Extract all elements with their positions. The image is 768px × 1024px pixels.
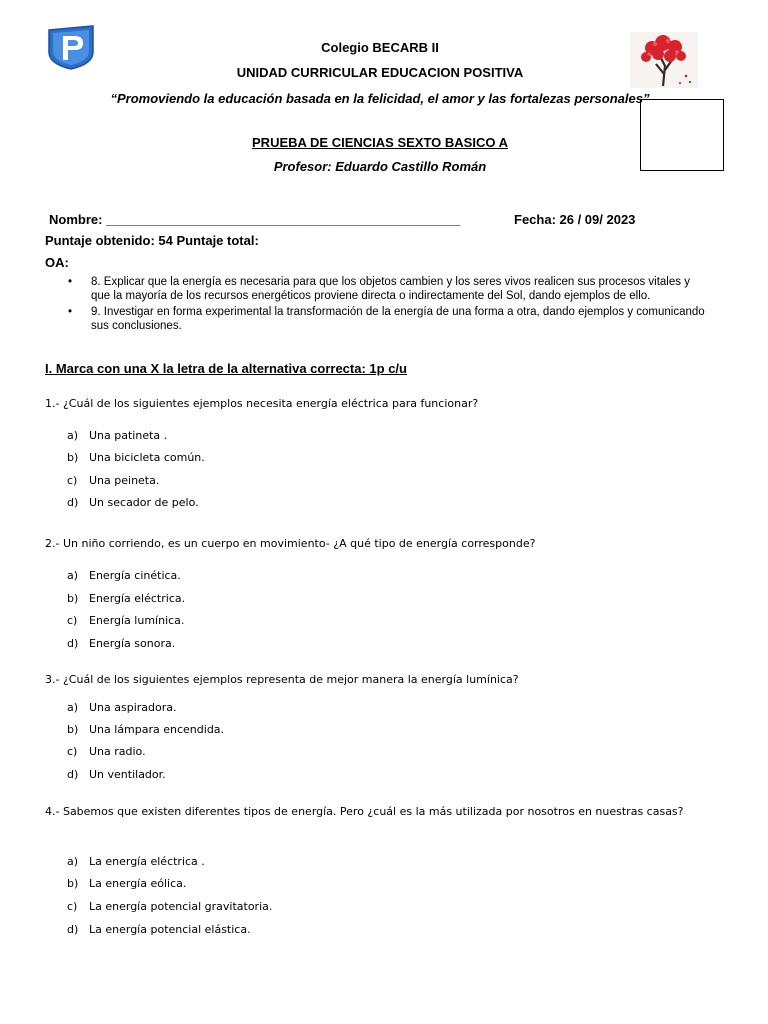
option-text: Un secador de pelo. bbox=[89, 496, 199, 509]
option-1b[interactable] bbox=[67, 451, 205, 464]
option-text: Una patineta . bbox=[89, 429, 168, 442]
option-text: La energía potencial elástica. bbox=[89, 923, 251, 936]
option-letter: b) bbox=[67, 877, 79, 890]
option-text: Un ventilador. bbox=[89, 768, 166, 781]
option-3b[interactable] bbox=[67, 723, 224, 736]
option-letter: c) bbox=[67, 614, 78, 627]
option-1c[interactable] bbox=[67, 474, 159, 487]
option-text: Energía lumínica. bbox=[89, 614, 185, 627]
test-date: Fecha: 26 / 09/ 2023 bbox=[514, 212, 636, 227]
school-name: Colegio BECARB II bbox=[321, 40, 439, 55]
question-3: 3.- ¿Cuál de los siguientes ejemplos representa de mejor manera la energía lumínica? bbox=[45, 673, 519, 686]
learning-objective-item: • 9. Investigar en forma experimental la transformación de la energía de una forma a otra, dando ejemplos y comunicando sus conclusiones. bbox=[68, 305, 708, 333]
option-text: Una radio. bbox=[89, 745, 146, 758]
option-letter: c) bbox=[67, 745, 78, 758]
option-letter: a) bbox=[67, 701, 79, 714]
school-motto: “Promoviendo la educación basada en la felicidad, el amor y las fortalezas personales” bbox=[110, 91, 650, 106]
option-letter: d) bbox=[67, 768, 79, 781]
option-text: Una lámpara encendida. bbox=[89, 723, 225, 736]
option-letter: b) bbox=[67, 451, 79, 464]
option-4a[interactable] bbox=[67, 855, 205, 868]
teacher-name: Profesor: Eduardo Castillo Román bbox=[273, 159, 487, 174]
option-text: Una aspiradora. bbox=[89, 701, 177, 714]
option-letter: a) bbox=[67, 569, 79, 582]
question-1: 1.- ¿Cuál de los siguientes ejemplos necesita energía eléctrica para funcionar? bbox=[45, 397, 479, 410]
question-4: 4.- Sabemos que existen diferentes tipos de energía. Pero ¿cuál es la más utilizada por nosotros en nuestras casas? bbox=[45, 805, 684, 818]
option-4d[interactable] bbox=[67, 923, 251, 936]
option-3c[interactable] bbox=[67, 745, 146, 758]
option-2c[interactable] bbox=[67, 614, 184, 627]
option-4b[interactable] bbox=[67, 877, 186, 890]
option-3d[interactable] bbox=[67, 768, 166, 781]
option-3a[interactable] bbox=[67, 701, 177, 714]
option-text: La energía eólica. bbox=[89, 877, 187, 890]
option-letter: c) bbox=[67, 900, 78, 913]
option-text: Una bicicleta común. bbox=[89, 451, 205, 464]
student-name-field[interactable]: Nombre: _________________________________________________ bbox=[49, 212, 461, 227]
option-letter: d) bbox=[67, 923, 79, 936]
option-letter: d) bbox=[67, 496, 79, 509]
option-1d[interactable] bbox=[67, 496, 199, 509]
option-text: Una peineta. bbox=[89, 474, 160, 487]
option-letter: b) bbox=[67, 723, 79, 736]
section-title: I. Marca con una X la letra de la alternativa correcta: 1p c/u bbox=[45, 361, 407, 376]
option-letter: b) bbox=[67, 592, 79, 605]
option-2b[interactable] bbox=[67, 592, 185, 605]
option-text: Energía sonora. bbox=[89, 637, 176, 650]
test-title: PRUEBA DE CIENCIAS SEXTO BASICO A bbox=[252, 135, 508, 150]
learning-objectives-list bbox=[68, 275, 708, 335]
option-text: La energía eléctrica . bbox=[89, 855, 205, 868]
option-text: La energía potencial gravitatoria. bbox=[89, 900, 273, 913]
curricular-unit: UNIDAD CURRICULAR EDUCACION POSITIVA bbox=[236, 65, 524, 80]
option-text: Energía eléctrica. bbox=[89, 592, 186, 605]
option-letter: a) bbox=[67, 855, 79, 868]
option-2d[interactable] bbox=[67, 637, 175, 650]
score-line: Puntaje obtenido: 54 Puntaje total: bbox=[45, 233, 259, 248]
oa-label: OA: bbox=[45, 255, 69, 270]
option-letter: d) bbox=[67, 637, 79, 650]
option-letter: c) bbox=[67, 474, 78, 487]
option-text: Energía cinética. bbox=[89, 569, 181, 582]
question-2: 2.- Un niño corriendo, es un cuerpo en movimiento- ¿A qué tipo de energía corresponde? bbox=[45, 537, 536, 550]
option-4c[interactable] bbox=[67, 900, 272, 913]
option-1a[interactable] bbox=[67, 429, 167, 442]
learning-objective-item: • 8. Explicar que la energía es necesaria para que los objetos cambien y los seres vivos realicen sus procesos vitales y que la mayoría de los recursos energéticos proviene directa o indirectamente del Sol, dando ejemplos de ello. bbox=[68, 275, 708, 303]
option-2a[interactable] bbox=[67, 569, 181, 582]
option-letter: a) bbox=[67, 429, 79, 442]
